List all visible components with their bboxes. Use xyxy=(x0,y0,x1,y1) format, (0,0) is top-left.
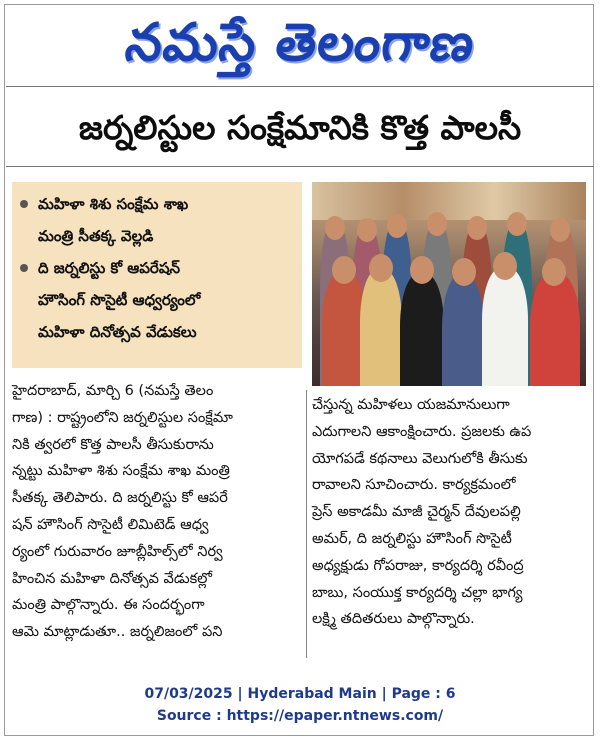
body-line: అధ్యక్షుడు గోపరాజు, కార్యదర్శి రవీంద్ర xyxy=(312,557,524,574)
bullet-icon xyxy=(20,264,28,272)
body-line: గాణ) : రాష్ట్రంలోని జర్నలిస్టుల సంక్షేమా xyxy=(12,409,233,426)
footer-source-link[interactable]: Source : https://epaper.ntnews.com/ xyxy=(156,708,444,724)
body-line: అమర్, ది జర్నలిస్టు హౌసింగ్ సొసైటీ xyxy=(312,530,512,547)
body-line: చేస్తున్న మహిళలు యజమానులుగా xyxy=(312,397,510,413)
event-photo xyxy=(312,182,586,386)
highlight-line: మంత్రి సీతక్క వెల్లడి xyxy=(38,227,154,245)
highlight-line: మహిళా దినోత్సవ వేడుకలు xyxy=(38,323,197,341)
body-line: నికి త్వరలో కొత్త పాలసీ తీసుకురాను xyxy=(12,436,214,453)
highlight-line: హౌసింగ్ సొసైటీ ఆధ్వర్యంలో xyxy=(38,291,201,309)
headline-divider xyxy=(6,166,594,167)
article-column-2 xyxy=(312,392,588,633)
body-line: రావాలని సూచించారు. కార్యక్రమంలో xyxy=(312,477,516,494)
body-line: హించిన మహిళా దినోత్సవ వేడుకల్లో xyxy=(12,570,213,587)
highlight-line: మహిళా శిశు సంక్షేమ శాఖ xyxy=(38,195,189,213)
column-divider xyxy=(306,390,307,658)
body-line: షన్ హౌసింగ్ సొసైటీ లిమిటెడ్ ఆధ్వ xyxy=(12,516,209,533)
highlight-item xyxy=(20,188,294,252)
body-line: ప్రెస్ అకాడమీ మాజీ చైర్మన్ దేవులపల్లి xyxy=(312,504,521,521)
body-line: యోగపడే కథనాలు వెలుగులోకి తీసుకు xyxy=(312,450,528,467)
bullet-icon xyxy=(20,200,28,208)
body-line: సీతక్క తెలిపారు. ది జర్నలిస్టు కో ఆపరే xyxy=(12,490,228,507)
highlight-line: ది జర్నలిస్టు కో ఆపరేషన్ xyxy=(38,259,181,277)
body-line: ఎదుగాలని ఆకాంక్షించారు. ప్రజలకు ఉప xyxy=(312,423,532,440)
body-line: న్నట్టు మహిళా శిశు సంక్షేమ శాఖ మంత్రి xyxy=(12,463,230,480)
article-headline: జర్నలిస్టుల సంక్షేమానికి కొత్త పాలసీ xyxy=(78,108,522,147)
body-line: హైదరాబాద్, మార్చి 6 (నమస్తే తెలం xyxy=(12,383,214,399)
newspaper-masthead xyxy=(0,8,600,82)
highlight-item xyxy=(20,252,294,348)
body-line: ఆమె మాట్లాడుతూ.. జర్నలిజంలో పని xyxy=(12,624,223,641)
masthead-title: నమస్తే తెలంగాణ xyxy=(121,13,479,73)
body-line: మంత్రి పాల్గొన్నారు. ఈ సందర్భంగా xyxy=(12,597,205,614)
body-line: ర్యంలో గురువారం జూబ్లీహిల్స్‌లో నిర్వ xyxy=(12,543,223,560)
article-column-1 xyxy=(12,378,302,646)
footer-date-edition: 07/03/2025 | Hyderabad Main | Page : 6 xyxy=(144,686,456,702)
body-line: లక్ష్మి తదితరులు పాల్గొన్నారు. xyxy=(312,611,475,628)
photo-background-banner xyxy=(312,182,586,220)
highlights-box xyxy=(12,182,302,368)
body-line: బాబు, సంయుక్త కార్యదర్శి చల్లా భాగ్య xyxy=(312,584,523,601)
masthead-divider xyxy=(6,86,594,87)
